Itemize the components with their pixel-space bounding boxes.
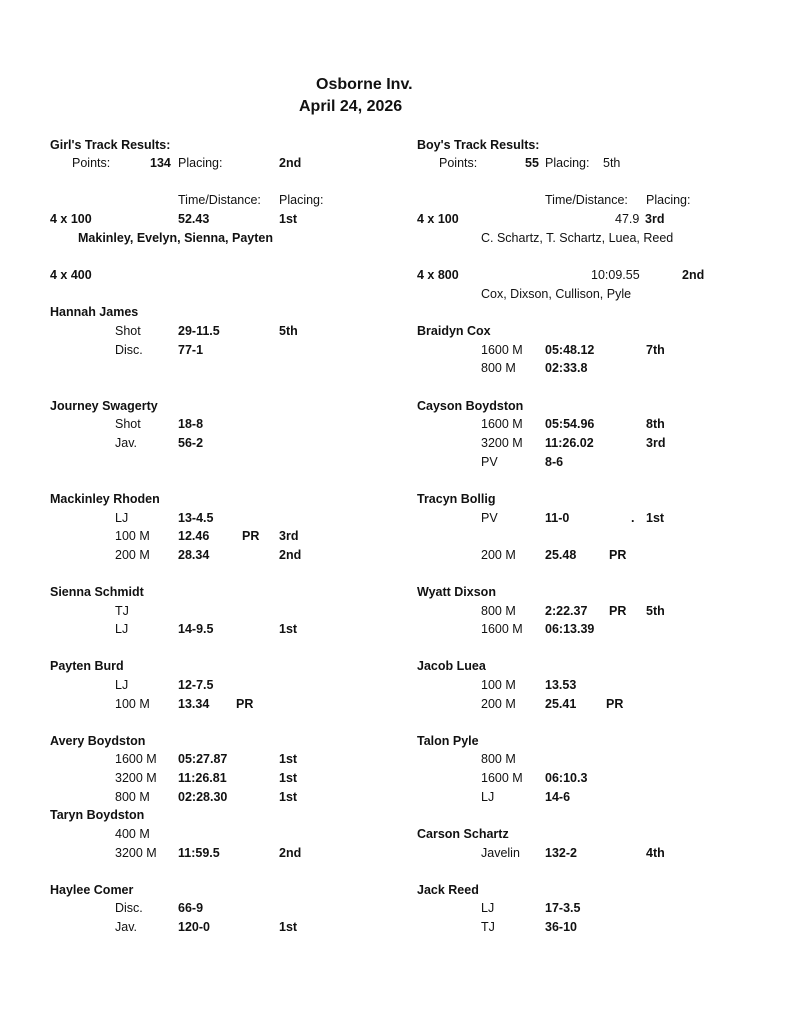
boys-relay-place: 2nd	[682, 268, 705, 282]
girls-relay-place: 1st	[279, 212, 298, 226]
boys-relay-event: 4 x 100	[417, 212, 459, 226]
event-name: 800 M	[481, 604, 516, 618]
event-name: 800 M	[481, 752, 516, 766]
event-name: LJ	[115, 511, 129, 525]
event-name: 3200 M	[481, 436, 523, 450]
athlete-name: Haylee Comer	[50, 883, 134, 897]
event-mark: 13.34	[178, 697, 210, 711]
event-mark: 66-9	[178, 901, 204, 915]
event-mark: 132-2	[545, 846, 577, 860]
pr-marker: PR	[242, 529, 260, 543]
event-name: 200 M	[115, 548, 150, 562]
event-place: 3rd	[646, 436, 666, 450]
event-mark: 12-7.5	[178, 678, 214, 692]
event-name: 100 M	[115, 529, 150, 543]
event-mark: 11:26.02	[545, 436, 594, 450]
event-name: LJ	[115, 622, 129, 636]
event-name: 1600 M	[481, 622, 523, 636]
pr-marker: .	[631, 511, 635, 525]
event-place: 7th	[646, 343, 665, 357]
event-mark: 06:13.39	[545, 622, 595, 636]
girls-placing-label: Placing:	[178, 156, 223, 170]
event-mark: 11-0	[545, 511, 570, 525]
meet-date: April 24, 2026	[299, 98, 403, 115]
event-mark: 14-6	[545, 790, 571, 804]
boys-placing: 5th	[603, 156, 621, 170]
event-name: 800 M	[115, 790, 150, 804]
event-place: 1st	[279, 771, 298, 785]
event-name: 100 M	[115, 697, 150, 711]
event-place: 1st	[279, 790, 298, 804]
boys-relay-runners: C. Schartz, T. Schartz, Luea, Reed	[481, 231, 674, 245]
athlete-name: Carson Schartz	[417, 827, 509, 841]
event-mark: 05:54.96	[545, 417, 595, 431]
event-mark: 13.53	[545, 678, 577, 692]
athlete-name: Journey Swagerty	[50, 399, 158, 413]
event-place: 1st	[646, 511, 665, 525]
boys-relay-event: 4 x 800	[417, 268, 459, 282]
event-name: LJ	[481, 790, 495, 804]
event-mark: 28.34	[178, 548, 210, 562]
event-mark: 12.46	[178, 529, 210, 543]
event-mark: 120-0	[178, 920, 210, 934]
event-name: 200 M	[481, 697, 516, 711]
athlete-name: Tracyn Bollig	[417, 492, 496, 506]
event-mark: 05:27.87	[178, 752, 228, 766]
boys-points-label: Points:	[439, 156, 478, 170]
event-place: 3rd	[279, 529, 299, 543]
athlete-name: Braidyn Cox	[417, 324, 491, 338]
athlete-name: Jack Reed	[417, 883, 479, 897]
event-place: 8th	[646, 417, 665, 431]
girls-relay-event: 4 x 100	[50, 212, 92, 226]
event-mark: 8-6	[545, 455, 564, 469]
girls-points-label: Points:	[72, 156, 111, 170]
athlete-name: Taryn Boydston	[50, 808, 145, 822]
event-mark: 36-10	[545, 920, 577, 934]
event-name: TJ	[115, 604, 129, 618]
event-mark: 13-4.5	[178, 511, 214, 525]
event-name: Shot	[115, 417, 141, 431]
girls-col-time: Time/Distance:	[178, 193, 261, 207]
event-place: 1st	[279, 920, 298, 934]
boys-relay-runners: Cox, Dixson, Cullison, Pyle	[481, 287, 632, 301]
athlete-name: Cayson Boydston	[417, 399, 524, 413]
boys-col-time: Time/Distance:	[545, 193, 628, 207]
event-mark: 11:59.5	[178, 846, 220, 860]
event-place: 5th	[646, 604, 665, 618]
event-mark: 11:26.81	[178, 771, 227, 785]
event-name: 800 M	[481, 361, 516, 375]
event-name: Javelin	[481, 846, 520, 860]
event-mark: 2:22.37	[545, 604, 588, 618]
event-name: TJ	[481, 920, 495, 934]
girls-col-place: Placing:	[279, 193, 324, 207]
athlete-name: Hannah James	[50, 305, 139, 319]
event-mark: 05:48.12	[545, 343, 595, 357]
event-place: 5th	[279, 324, 298, 338]
event-mark: 77-1	[178, 343, 204, 357]
boys-heading: Boy's Track Results:	[417, 138, 540, 152]
boys-relay-mark: 10:09.55	[591, 268, 640, 282]
event-mark: 18-8	[178, 417, 204, 431]
event-mark: 02:33.8	[545, 361, 588, 375]
girls-placing: 2nd	[279, 156, 302, 170]
event-name: Disc.	[115, 901, 143, 915]
boys-placing-label: Placing:	[545, 156, 590, 170]
pr-marker: PR	[609, 604, 627, 618]
event-mark: 25.41	[545, 697, 577, 711]
event-name: PV	[481, 455, 498, 469]
boys-col-place: Placing:	[646, 193, 691, 207]
event-name: 400 M	[115, 827, 150, 841]
event-place: 4th	[646, 846, 665, 860]
event-place: 1st	[279, 622, 298, 636]
athlete-name: Talon Pyle	[417, 734, 479, 748]
event-mark: 06:10.3	[545, 771, 588, 785]
girls-relay-mark: 52.43	[178, 212, 210, 226]
event-name: 1600 M	[481, 771, 523, 785]
athlete-name: Payten Burd	[50, 659, 124, 673]
meet-title: Osborne Inv.	[316, 76, 413, 93]
event-mark: 56-2	[178, 436, 204, 450]
event-name: 1600 M	[115, 752, 157, 766]
event-mark: 17-3.5	[545, 901, 581, 915]
boys-relay-mark: 47.9	[615, 212, 640, 226]
athlete-name: Jacob Luea	[417, 659, 486, 673]
pr-marker: PR	[606, 697, 624, 711]
event-name: 3200 M	[115, 771, 157, 785]
event-mark: 25.48	[545, 548, 577, 562]
event-name: 1600 M	[481, 417, 523, 431]
event-name: 1600 M	[481, 343, 523, 357]
event-place: 2nd	[279, 548, 302, 562]
event-name: Jav.	[115, 436, 137, 450]
event-name: LJ	[115, 678, 129, 692]
boys-points: 55	[525, 156, 539, 170]
event-name: LJ	[481, 901, 495, 915]
event-name: Disc.	[115, 343, 143, 357]
girls-relay-runners: Makinley, Evelyn, Sienna, Payten	[78, 231, 273, 245]
athlete-name: Sienna Schmidt	[50, 585, 144, 599]
event-mark: 02:28.30	[178, 790, 228, 804]
event-name: 3200 M	[115, 846, 157, 860]
event-place: 2nd	[279, 846, 302, 860]
event-name: 200 M	[481, 548, 516, 562]
event-mark: 14-9.5	[178, 622, 214, 636]
event-name: Shot	[115, 324, 141, 338]
event-name: Jav.	[115, 920, 137, 934]
event-mark: 29-11.5	[178, 324, 220, 338]
girls-relay-event: 4 x 400	[50, 268, 92, 282]
pr-marker: PR	[236, 697, 254, 711]
athlete-name: Mackinley Rhoden	[50, 492, 160, 506]
athlete-name: Wyatt Dixson	[417, 585, 496, 599]
athlete-name: Avery Boydston	[50, 734, 146, 748]
girls-heading: Girl's Track Results:	[50, 138, 171, 152]
event-name: PV	[481, 511, 498, 525]
event-place: 1st	[279, 752, 298, 766]
pr-marker: PR	[609, 548, 627, 562]
girls-points: 134	[150, 156, 171, 170]
boys-relay-place: 3rd	[645, 212, 665, 226]
event-name: 100 M	[481, 678, 516, 692]
